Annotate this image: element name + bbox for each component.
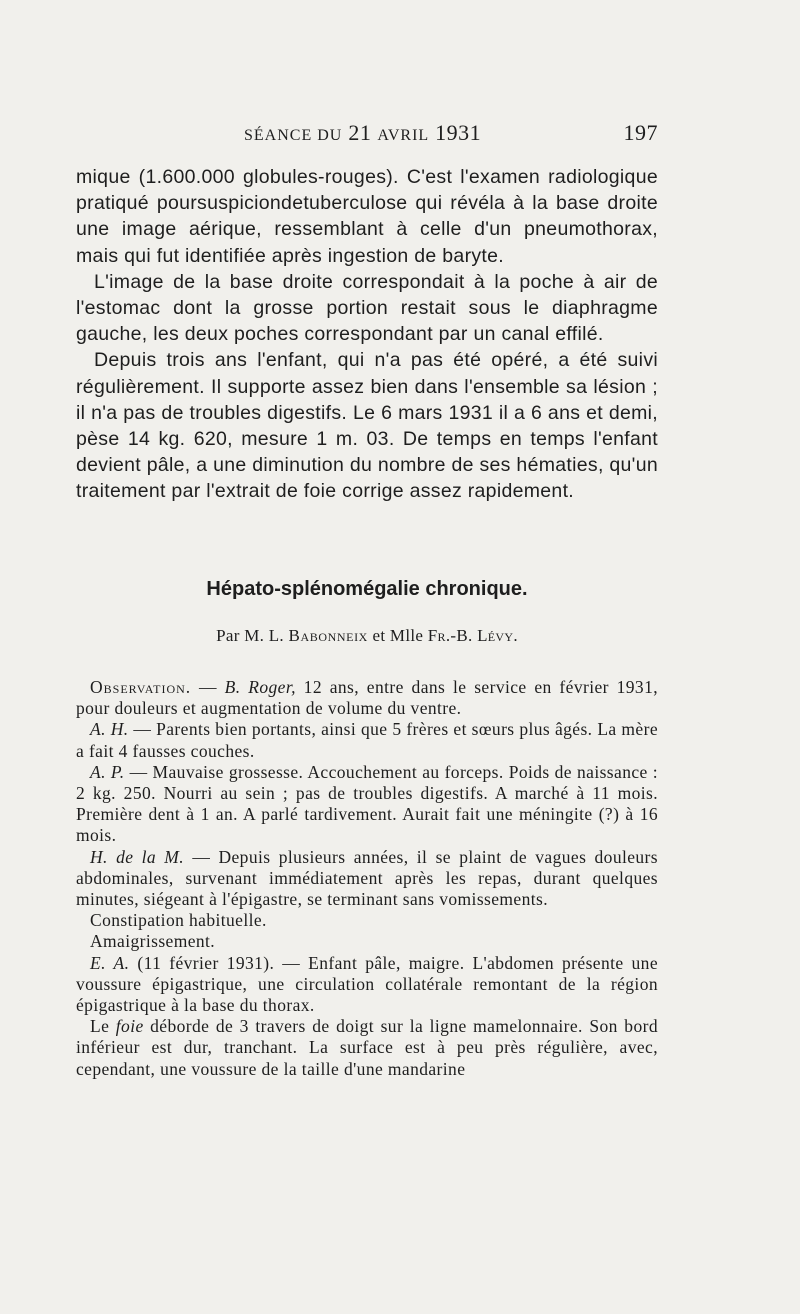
paragraph: Depuis trois ans l'enfant, qui n'a pas été opéré, a été suivi régulièrement. Il supporte assez bien dans l'ensemble sa lésion ; il n'a pas de troubles digestifs. Le 6 mars 1931 il a 6 ans et demi, pèse 14 kg. 620, mesure 1 m. 03. De temps en temps l'enfant devient pâle, a une diminution du nombre de ses hématies, qu'un traitement par l'extrait de foie corrige assez rapidement. <box>76 349 658 503</box>
author-name: Babonneix <box>288 626 368 645</box>
paragraph: Le foie déborde de 3 travers de doigt sur la ligne mamelonnaire. Son bord inférieur est dur, tranchant. La surface est à peu près régulière, avec, cependant, une voussure de la taille d'une mandarine <box>76 1016 658 1079</box>
paragraph: L'image de la base droite correspondait à la poche à air de l'estomac dont la grosse portion restait sous le diaphragme gauche, les deux poches correspondant par un canal effilé. <box>76 270 658 346</box>
paragraph: H. de la M. — Depuis plusieurs années, il se plaint de vagues douleurs abdominales, survenant immédiatement après les repas, durant quelques minutes, siégeant à l'épigastre, se terminant sans vomissements. <box>76 846 658 910</box>
paragraph: Constipation habituelle. <box>90 910 267 931</box>
observation-text <box>76 677 658 1080</box>
paragraph: Observation. — B. Roger, 12 ans, entre dans le service en février 1931, pour douleurs et augmentation de volume du ventre. <box>76 677 658 719</box>
author-name: Fr.-B. Lévy. <box>427 626 518 645</box>
page-number: 197 <box>623 120 658 145</box>
paragraph: mique (1.600.000 globules-rouges). C'est l'examen radiologique pratiqué poursuspiciondetuberculose qui révéla à la base droite une image aérique, ressemblant à celle d'un pneumothorax, mais qui fut identifiée après ingestion de baryte. <box>76 166 658 267</box>
previous-article-text <box>76 164 658 505</box>
paragraph: A. P. — Mauvaise grossesse. Accouchement au forceps. Poids de naissance : 2 kg. 250. Nourri au sein ; pas de troubles digestifs. A marché à 11 mois. Première dent à 1 an. A parlé tardivement. Aurait fait une méningite (?) à 16 mois. <box>76 761 658 846</box>
article-authors: Par M. L. Babonneix et Mlle Fr.-B. Lévy. <box>216 626 518 645</box>
running-title: SÉANCE DU 21 AVRIL 1931 <box>244 120 482 145</box>
article-title: Hépato-splénomégalie chronique. <box>206 578 528 600</box>
paragraph: A. H. — Parents bien portants, ainsi que 5 frères et sœurs plus âgés. La mère a fait 4 fausses couches. <box>76 719 658 761</box>
paragraph: E. A. (11 février 1931). — Enfant pâle, maigre. L'abdomen présente une voussure épigastrique, une circulation collatérale remontant de la région épigastrique à la base du thorax. <box>76 952 658 1016</box>
paragraph: Amaigrissement. <box>90 931 216 952</box>
